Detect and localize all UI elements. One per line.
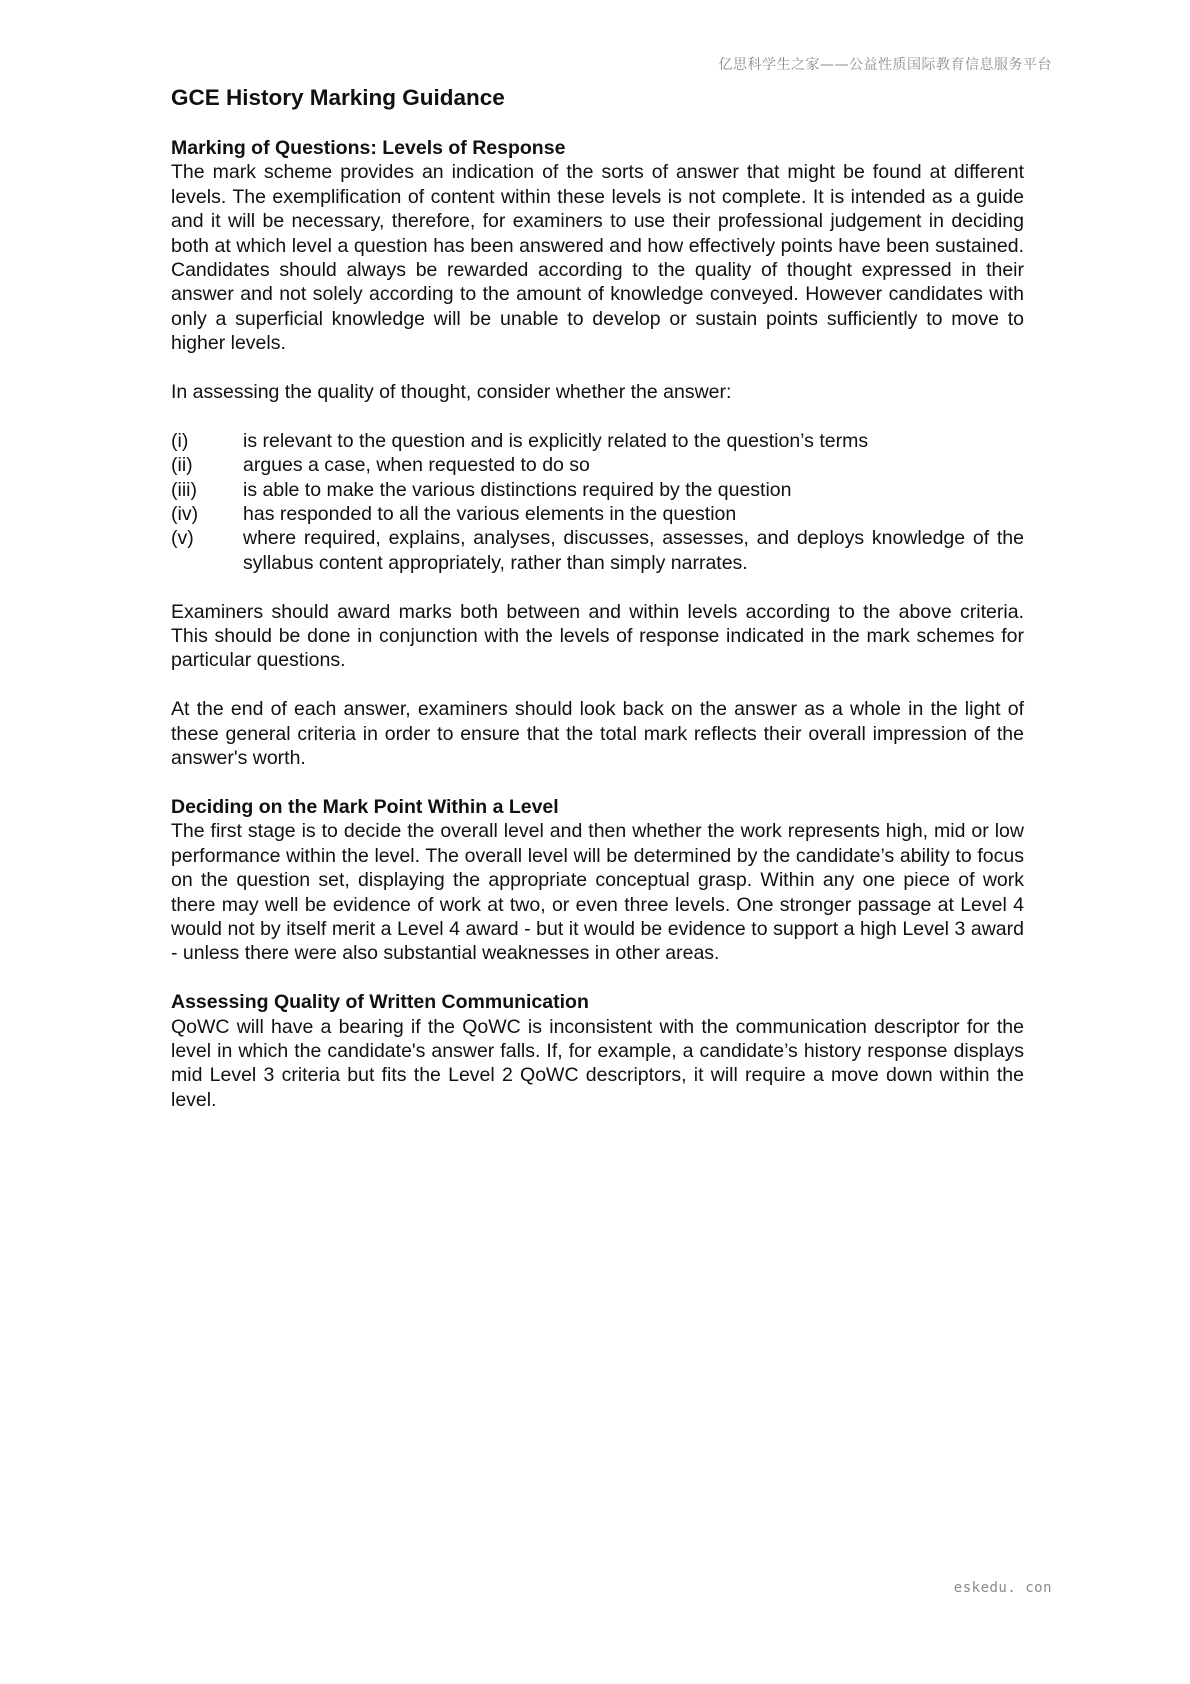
list-item-number: (ii): [171, 454, 193, 477]
examiners-paragraph: Examiners should award marks both between and within levels according to the above criteria. This should be done in conjunction with the levels of response indicated in the mark schemes for particular questions.: [171, 600, 1024, 672]
section-qowc: [171, 990, 1024, 1112]
list-item-text: argues a case, when requested to do so: [243, 454, 590, 477]
end-of-answer-paragraph: At the end of each answer, examiners should look back on the answer as a whole in the light of these general criteria in order to ensure that the total mark reflects their overall impression of the answer's worth.: [171, 698, 1024, 770]
criteria-list: [171, 429, 1024, 575]
list-item-number: (v): [171, 527, 194, 550]
list-item-number: (iv): [171, 503, 199, 526]
section-paragraph: The first stage is to decide the overall level and then whether the work represents high, mid or low performance within the level. The overall level will be determined by the candidate’s ability to focus on the question set, displaying the appropriate conceptual grasp. Within any one piece of work there may well be evidence of work at two, or even three levels. One stronger passage at Level 4 would not by itself merit a Level 4 award - but it would be evidence to support a high Level 3 award - unless there were also substantial weaknesses in other areas.: [171, 820, 1024, 965]
criteria-intro: In assessing the quality of thought, consider whether the answer:: [171, 381, 732, 404]
footer-site-text: eskedu. con: [953, 1580, 1052, 1596]
list-item: [171, 478, 1024, 502]
section-heading: Deciding on the Mark Point Within a Level: [171, 795, 559, 818]
list-item-text: where required, explains, analyses, discusses, assesses, and deploys knowledge of the syllabus content appropriately, rather than simply narrates.: [243, 527, 1024, 574]
list-item-number: (iii): [171, 478, 197, 501]
section-paragraph: The mark scheme provides an indication of the sorts of answer that might be found at different levels. The exemplification of content within these levels is not complete. It is intended as a guide and it will be necessary, therefore, for examiners to use their professional judgement in deciding both at which level a question has been answered and how effectively points have been sustained. Candidates should always be rewarded according to the quality of thought expressed in their answer and not solely according to the amount of knowledge conveyed. However candidates with only a superficial knowledge will be unable to develop or sustain points sufficiently to move to higher levels.: [171, 161, 1024, 355]
section-mark-point: [171, 795, 1024, 966]
list-item: [171, 429, 1024, 453]
list-item: [171, 502, 1024, 526]
header-watermark: 亿思科学生之家——公益性质国际教育信息服务平台: [718, 57, 1052, 73]
document-title: GCE History Marking Guidance: [171, 85, 505, 110]
list-item-number: (i): [171, 429, 189, 452]
document-body: [171, 84, 1024, 1137]
section-heading: Assessing Quality of Written Communication: [171, 991, 589, 1014]
list-item-text: is able to make the various distinctions required by the question: [243, 478, 792, 501]
section-levels-of-response: [171, 136, 1024, 356]
section-paragraph: QoWC will have a bearing if the QoWC is inconsistent with the communication descriptor for the level in which the candidate's answer falls. If, for example, a candidate’s history response displays mid Level 3 criteria but fits the Level 2 QoWC descriptors, it will require a move down within the level.: [171, 1015, 1024, 1111]
list-item-text: has responded to all the various elements in the question: [243, 503, 737, 526]
section-heading: Marking of Questions: Levels of Response: [171, 137, 566, 159]
list-item-text: is relevant to the question and is explicitly related to the question’s terms: [243, 429, 869, 452]
list-item: [171, 453, 1024, 477]
list-item: [171, 526, 1024, 575]
